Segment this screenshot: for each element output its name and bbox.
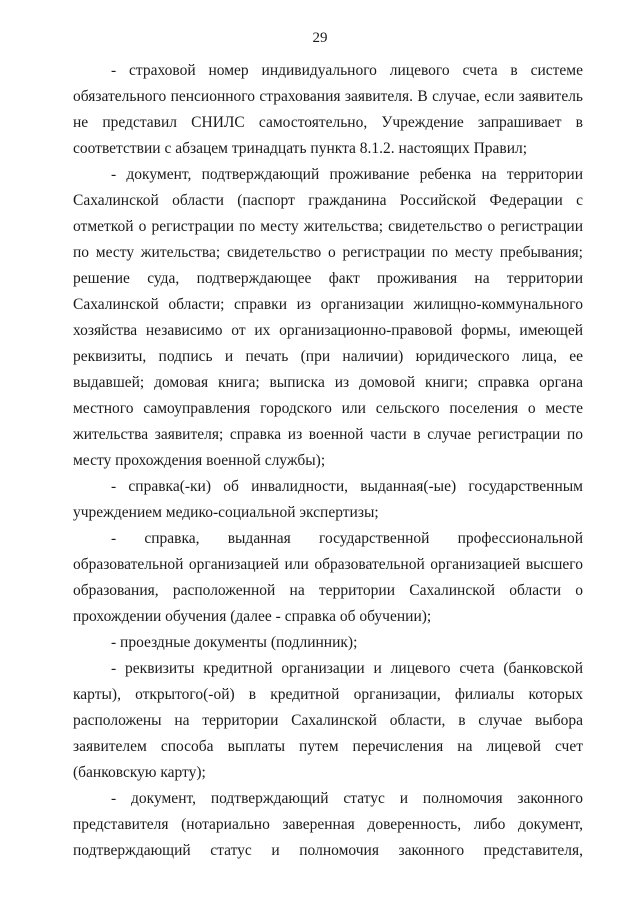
paragraph-bank-details: - реквизиты кредитной организации и лицевого счета (банковской карты), открытого(-ой) в кредитной организации, филиалы которых расположены на территории Сахалинской области, в случае выбора заявителем способа выплаты путем перечисления на лицевой счет (банковскую карту); (73, 660, 583, 781)
paragraph-disability-certificate: - справка(-ки) об инвалидности, выданная(-ые) государственным учреждением медико-социальной экспертизы; (73, 478, 583, 521)
paragraph-residence-document: - документ, подтверждающий проживание ребенка на территории Сахалинской области (паспорт гражданина Российской Федерации с отметкой о регистрации по месту жительства; свидетельство о регистрации по месту жительства; свидетельство о регистрации по месту пребывания; решение суда, подтверждающее факт проживания на территории Сахалинской области; справки из организации жилищно-коммунального хозяйства независимо от их организационно-правовой формы, имеющей реквизиты, подпись и печать (при наличии) юридического лица, ее выдавшей; домовая книга; выписка из домовой книги; справка органа местного самоуправления городского или сельского поселения о месте жительства заявителя; справка из военной части в случае регистрации по месту прохождения военной службы); (73, 166, 583, 469)
page-number: 29 (312, 30, 328, 46)
document-body (73, 58, 583, 864)
paragraph-education-certificate: - справка, выданная государственной профессиональной образовательной организацией или образовательной организацией высшего образования, расположенной на территории Сахалинской области о прохождении обучения (далее - справка об обучении); (73, 530, 583, 625)
paragraph-travel-documents: - проездные документы (подлинник); (111, 634, 358, 651)
paragraph-snils: - страховой номер индивидуального лицевого счета в системе обязательного пенсионного страхования заявителя. В случае, если заявитель не представил СНИЛС самостоятельно, Учреждение запрашивает в соответствии с абзацем тринадцать пункта 8.1.2. настоящих Правил; (73, 62, 583, 157)
paragraph-legal-representative: - документ, подтверждающий статус и полномочия законного представителя (нотариально заверенная доверенность, либо документ, подтверждающий статус и полномочия законного представителя, (73, 790, 583, 859)
